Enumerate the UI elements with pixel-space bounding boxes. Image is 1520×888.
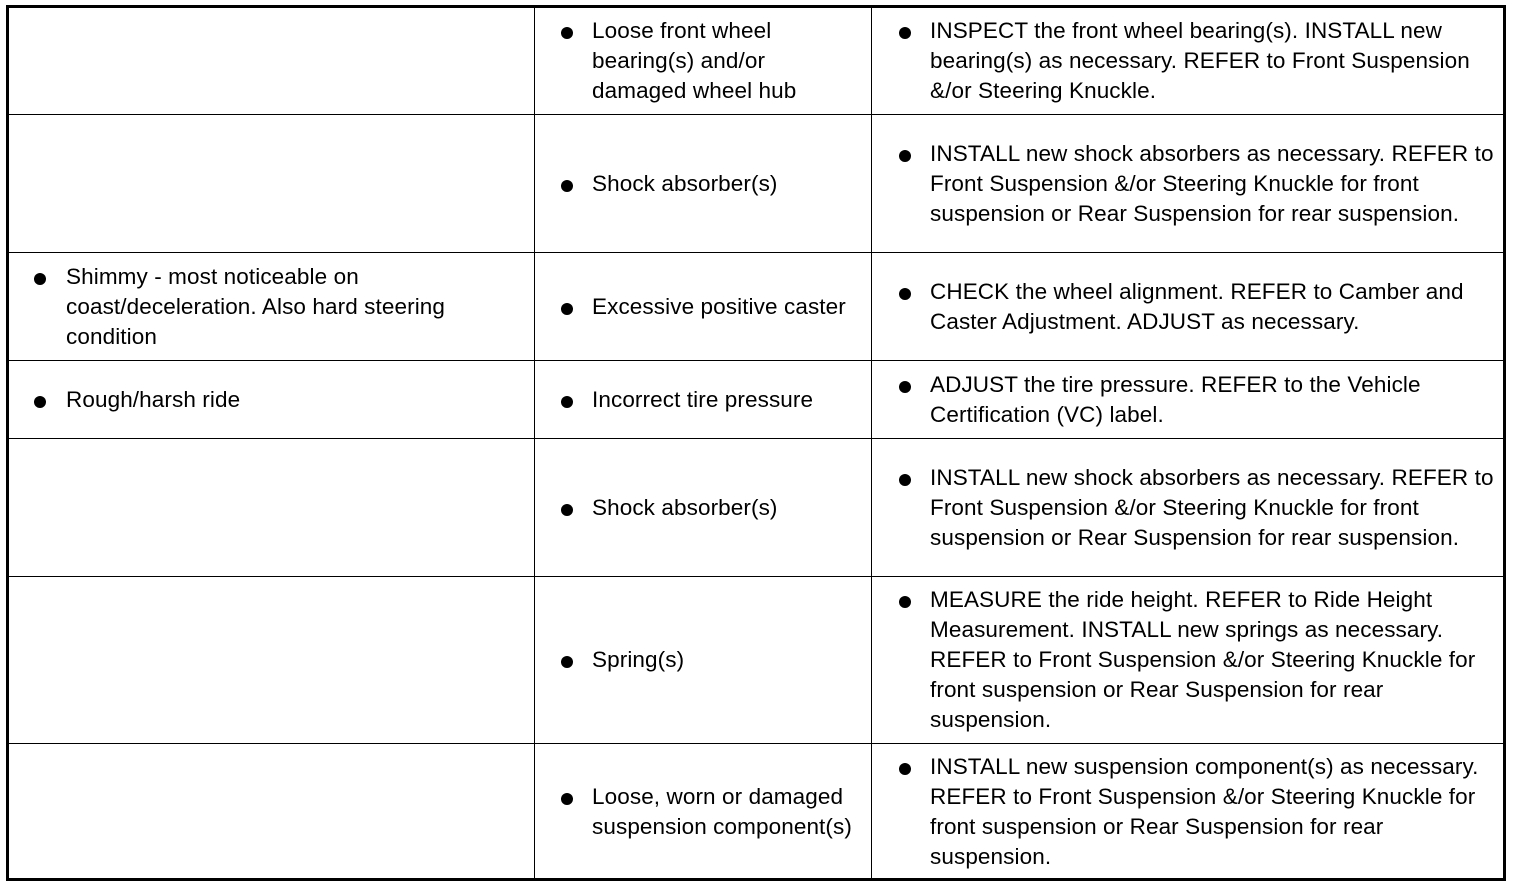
- bullet-icon: [899, 763, 911, 775]
- cause-text: Shock absorber(s): [592, 170, 778, 196]
- symptom-cell: [9, 744, 535, 880]
- bullet-icon: [899, 596, 911, 608]
- action-text: MEASURE the ride height. REFER to Ride Height Measurement. INSTALL new springs as necessary. REFER to Front Suspension &/or Steering Knuckle for front suspension or Rear Suspension for rear suspension.: [930, 587, 1476, 732]
- action-cell: [872, 253, 1506, 361]
- table-row: [9, 577, 1506, 744]
- table-row: [9, 8, 1506, 115]
- action-cell: [872, 361, 1506, 439]
- cause-text: Spring(s): [592, 647, 685, 672]
- action-cell: [872, 577, 1506, 744]
- cause-cell: [535, 744, 872, 880]
- bullet-icon: [899, 27, 911, 39]
- action-cell: [872, 744, 1506, 880]
- symptom-cell: [9, 577, 535, 744]
- cause-cell: [535, 361, 872, 439]
- bullet-icon: [561, 793, 573, 805]
- cause-cell: [535, 439, 872, 577]
- table-row: [9, 115, 1506, 253]
- bullet-icon: [561, 27, 573, 39]
- bullet-icon: [561, 303, 573, 315]
- bullet-icon: [899, 381, 911, 393]
- action-cell: [872, 115, 1506, 253]
- action-text: ADJUST the tire pressure. REFER to the Vehicle Certification (VC) label.: [930, 371, 1421, 427]
- cause-text: Incorrect tire pressure: [592, 386, 814, 412]
- action-text: INSTALL new shock absorbers as necessary. REFER to Front Suspension &/or Steering Knuckle for front suspension or Rear Suspension for rear suspension.: [930, 464, 1494, 550]
- table-row: [9, 439, 1506, 577]
- bullet-icon: [561, 504, 573, 516]
- bullet-icon: [899, 150, 911, 162]
- symptom-cell: [9, 439, 535, 577]
- bullet-icon: [899, 288, 911, 300]
- action-cell: [872, 439, 1506, 577]
- symptom-text: Shimmy - most noticeable on coast/deceleration. Also hard steering condition: [66, 263, 446, 349]
- symptom-cell: [9, 253, 535, 361]
- symptom-text: Rough/harsh ride: [66, 386, 241, 412]
- cause-cell: [535, 253, 872, 361]
- bullet-icon: [34, 396, 46, 408]
- action-cell: [872, 8, 1506, 115]
- bullet-icon: [899, 474, 911, 486]
- cause-cell: [535, 115, 872, 253]
- cause-cell: [535, 8, 872, 115]
- bullet-icon: [561, 656, 573, 668]
- action-text: CHECK the wheel alignment. REFER to Camber and Caster Adjustment. ADJUST as necessary.: [930, 278, 1464, 334]
- cause-cell: [535, 577, 872, 744]
- table-row: [9, 744, 1506, 880]
- bullet-icon: [34, 273, 46, 285]
- symptom-cell: [9, 8, 535, 115]
- cause-text: Excessive positive caster: [592, 293, 846, 319]
- symptom-cell: [9, 115, 535, 253]
- action-text: INSPECT the front wheel bearing(s). INSTALL new bearing(s) as necessary. REFER to Front Suspension &/or Steering Knuckle.: [930, 18, 1470, 103]
- action-text: INSTALL new shock absorbers as necessary. REFER to Front Suspension &/or Steering Knuckle for front suspension or Rear Suspension for rear suspension.: [930, 140, 1494, 226]
- table-row: [9, 253, 1506, 361]
- cause-text: Loose, worn or damaged suspension component(s): [592, 783, 852, 839]
- bullet-icon: [561, 396, 573, 408]
- action-text: INSTALL new suspension component(s) as necessary. REFER to Front Suspension &/or Steering Knuckle for front suspension or Rear Suspension for rear suspension.: [930, 753, 1479, 869]
- symptom-cell: [9, 361, 535, 439]
- table-row: [9, 361, 1506, 439]
- cause-text: Shock absorber(s): [592, 494, 778, 520]
- cause-text: Loose front wheel bearing(s) and/or damaged wheel hub: [592, 18, 797, 103]
- diagnosis-table: [8, 7, 1506, 880]
- bullet-icon: [561, 180, 573, 192]
